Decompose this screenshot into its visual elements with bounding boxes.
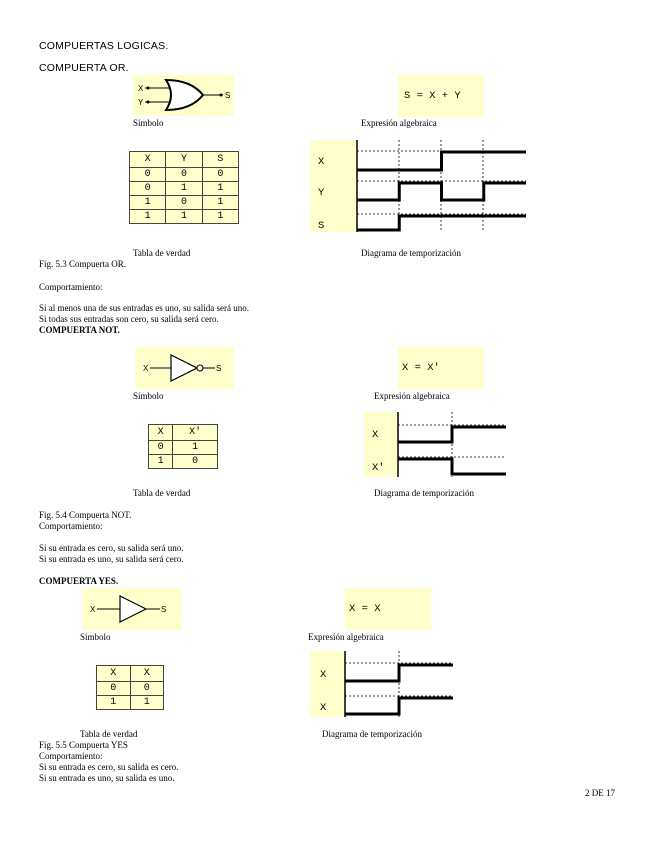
or-behavior-label: Comportamiento: — [39, 282, 103, 292]
or-th-y: Y — [166, 152, 202, 168]
table-cell: 1 — [166, 182, 202, 196]
table-cell: 1 — [202, 182, 238, 196]
not-behavior-line-2: Si su entrada es uno, su salida será cero. — [39, 554, 184, 564]
yes-gate-symbol — [82, 588, 181, 630]
table-row — [130, 210, 239, 224]
not-symbol-caption: Símbolo — [133, 391, 164, 401]
table-cell: 1 — [202, 196, 238, 210]
or-timing-caption: Diagrama de temporización — [361, 248, 461, 258]
not-fig-caption: Fig. 5.4 Compuerta NOT. — [39, 510, 132, 520]
or-in2-label: Y — [138, 98, 144, 107]
yes-symbol-caption: Símbolo — [80, 632, 111, 642]
table-cell: 0 — [130, 682, 164, 696]
or-th-x: X — [130, 152, 166, 168]
yes-out-label: S — [161, 605, 167, 614]
yes-expression-caption: Expresión algebraica — [308, 632, 384, 642]
page-title: COMPUERTAS LOGICAS. — [39, 40, 169, 52]
table-cell: 1 — [173, 441, 218, 455]
table-cell: 1 — [149, 455, 173, 469]
not-out-label: S — [216, 364, 222, 373]
not-heading-text: COMPUERTA NOT — [39, 325, 118, 335]
or-out-label: S — [225, 91, 231, 100]
not-behavior-label: Comportamiento: — [39, 521, 103, 531]
table-cell: 1 — [97, 696, 131, 710]
not-truth-table — [148, 424, 218, 469]
not-timing-caption: Diagrama de temporización — [374, 488, 474, 498]
table-row — [97, 696, 164, 710]
or-th-s: S — [202, 152, 238, 168]
table-cell: 1 — [130, 696, 164, 710]
yes-behavior-line-1: Si su entrada es cero, su salida es cero. — [39, 762, 179, 772]
not-th-xn: X' — [173, 425, 218, 441]
table-cell: 0 — [130, 168, 166, 182]
yes-in-label: X — [90, 605, 96, 614]
or-gate-icon — [133, 75, 234, 116]
or-behavior-line-1: Si al menos una de sus entradas es uno, su salida será uno. — [39, 303, 249, 313]
table-cell: 1 — [130, 196, 166, 210]
not-expression-caption: Expresión algebraica — [374, 391, 450, 401]
not-heading: COMPUERTA NOT. — [39, 325, 120, 335]
or-in1-label: X — [138, 84, 144, 93]
yes-expression: X = X — [345, 588, 431, 630]
or-timing-label-x: X — [318, 156, 325, 168]
table-row — [149, 441, 218, 455]
yes-behavior-label: Comportamiento: — [39, 751, 103, 761]
or-gate-symbol — [133, 75, 234, 116]
yes-timing-label-x2: X — [320, 702, 327, 714]
or-truth-table — [129, 151, 239, 224]
not-th-x: X — [149, 425, 173, 441]
or-timing-diagram — [310, 140, 526, 232]
not-behavior-line-1: Si su entrada es cero, su salida será uno. — [39, 543, 184, 553]
table-cell: 0 — [202, 168, 238, 182]
table-cell: 1 — [166, 210, 202, 224]
not-timing-diagram — [364, 412, 506, 477]
or-timing-label-y: Y — [318, 187, 325, 199]
yes-heading: COMPUERTA YES. — [39, 576, 119, 586]
yes-timing-caption: Diagrama de temporización — [322, 729, 422, 739]
table-cell: 0 — [130, 182, 166, 196]
table-cell: 1 — [130, 210, 166, 224]
table-cell: 0 — [149, 441, 173, 455]
table-row — [130, 182, 239, 196]
yes-timing-svg — [310, 651, 453, 717]
or-symbol-caption: Símbolo — [133, 118, 164, 128]
or-timing-svg — [310, 140, 526, 232]
not-gate-icon — [135, 347, 234, 389]
yes-timing-label-x1: X — [320, 669, 327, 681]
yes-truth-table — [96, 665, 164, 710]
or-table-caption: Tabla de verdad — [133, 248, 191, 258]
not-timing-label-x: X — [372, 429, 379, 441]
or-heading: COMPUERTA OR. — [39, 62, 129, 74]
yes-th-x: X — [97, 666, 131, 682]
yes-th-x2: X — [130, 666, 164, 682]
or-fig-caption: Fig. 5.3 Compuerta OR. — [39, 259, 126, 269]
not-timing-svg — [364, 412, 506, 477]
yes-table-caption: Tabla de verdad — [80, 729, 138, 739]
not-table-caption: Tabla de verdad — [133, 488, 191, 498]
page-number: 2 DE 17 — [585, 788, 615, 798]
yes-behavior-line-2: Si su entrada es uno, su salida es uno. — [39, 773, 175, 783]
yes-heading-text: COMPUERTA YES — [39, 576, 116, 586]
table-cell: 0 — [166, 168, 202, 182]
table-cell: 0 — [173, 455, 218, 469]
or-timing-label-s: S — [318, 220, 325, 232]
table-cell: 0 — [97, 682, 131, 696]
table-cell: 1 — [202, 210, 238, 224]
table-row — [130, 168, 239, 182]
not-gate-symbol — [135, 347, 234, 389]
yes-fig-caption: Fig. 5.5 Compuerta YES — [39, 740, 128, 750]
table-row — [149, 455, 218, 469]
not-in-label: X — [143, 364, 149, 373]
yes-gate-icon — [82, 588, 181, 630]
or-expression: S = X + Y — [398, 75, 484, 117]
or-behavior-line-2: Si todas sus entradas son cero, su salida será cero. — [39, 314, 219, 324]
table-cell: 0 — [166, 196, 202, 210]
table-row — [97, 682, 164, 696]
yes-timing-diagram — [310, 651, 453, 717]
not-expression: X = X' — [398, 347, 484, 389]
not-timing-label-xn: X' — [372, 462, 385, 474]
table-row — [130, 196, 239, 210]
or-expression-caption: Expresión algebraica — [361, 118, 437, 128]
